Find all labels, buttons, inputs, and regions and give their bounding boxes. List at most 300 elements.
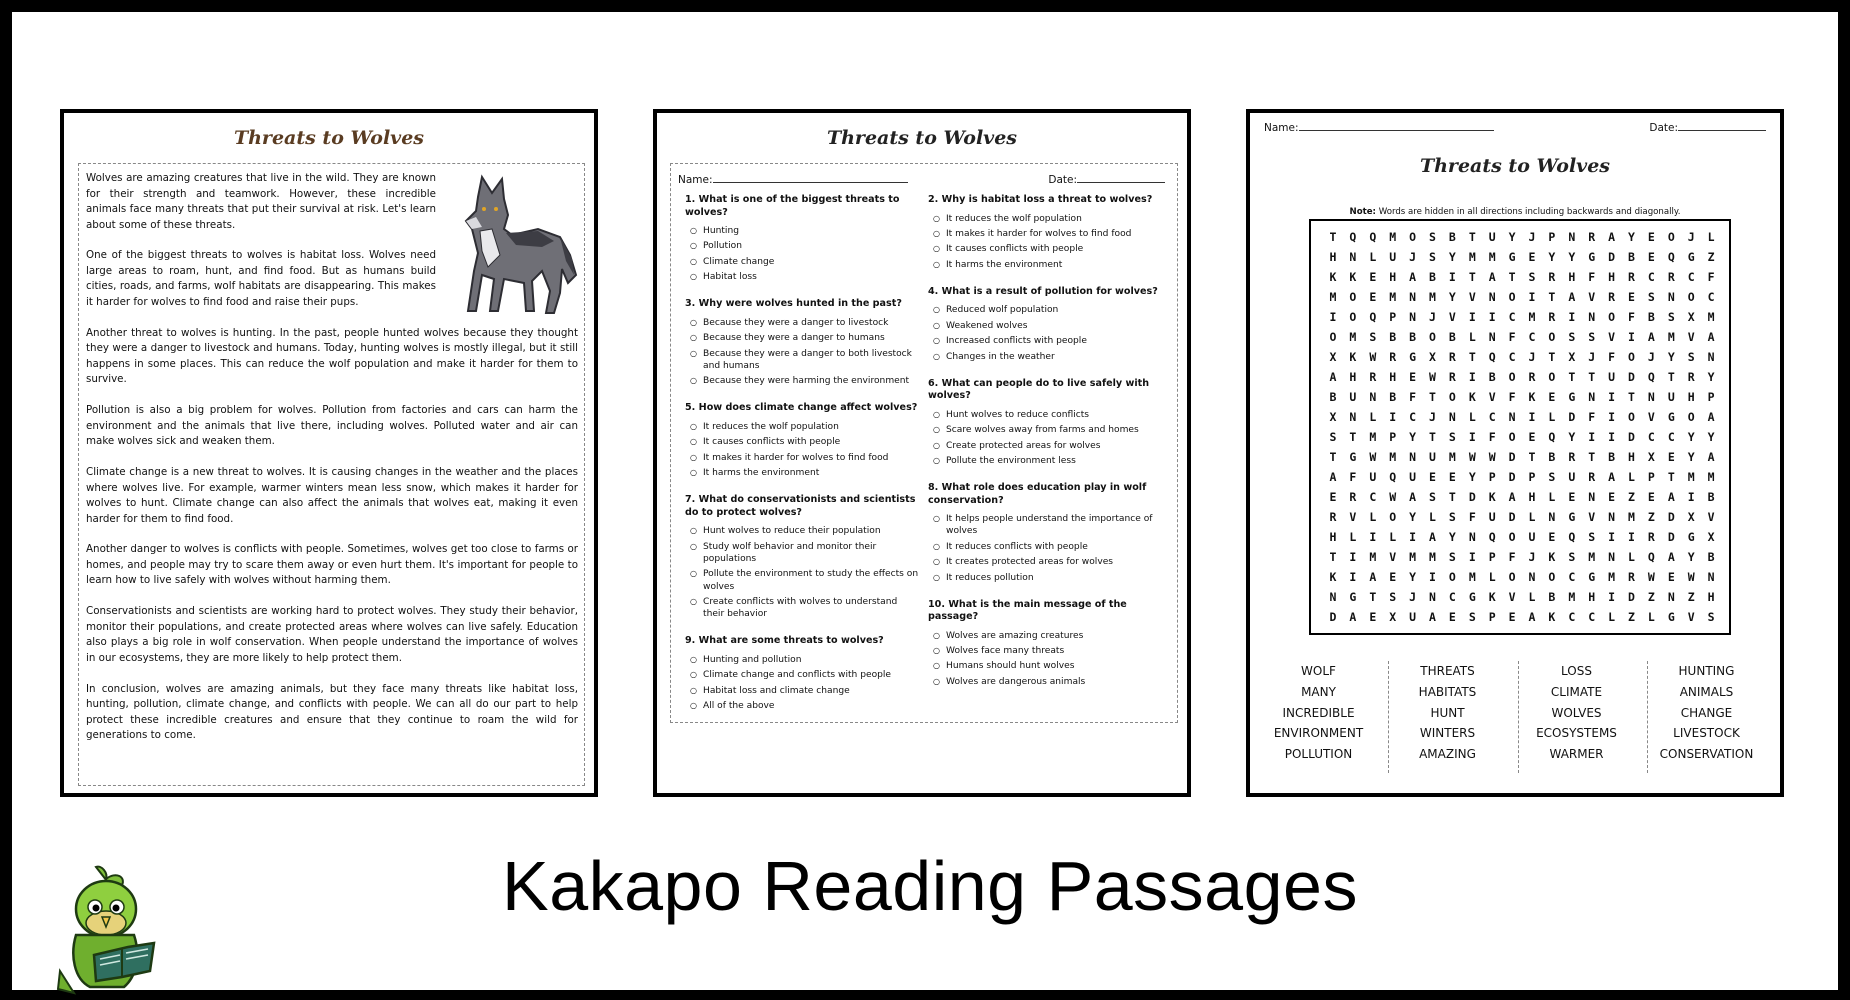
grid-letter[interactable]: J (1429, 410, 1436, 424)
grid-letter[interactable]: B (1628, 250, 1635, 264)
grid-letter[interactable]: N (1528, 570, 1536, 584)
date-field[interactable] (1678, 120, 1766, 131)
grid-letter[interactable]: G (1568, 510, 1576, 524)
grid-letter[interactable]: B (1448, 230, 1456, 244)
grid-letter[interactable]: A (1667, 550, 1675, 564)
grid-letter[interactable]: A (1329, 470, 1337, 484)
grid-letter[interactable]: K (1488, 590, 1496, 604)
grid-letter[interactable]: K (1349, 270, 1357, 284)
grid-letter[interactable]: L (1528, 590, 1536, 604)
grid-letter[interactable]: I (1448, 270, 1456, 284)
grid-letter[interactable]: C (1707, 290, 1715, 304)
grid-letter[interactable]: K (1528, 390, 1536, 404)
grid-letter[interactable]: E (1528, 250, 1536, 264)
grid-letter[interactable]: G (1568, 390, 1576, 404)
grid-letter[interactable]: C (1369, 490, 1377, 504)
grid-letter[interactable]: L (1488, 570, 1496, 584)
grid-letter[interactable]: F (1409, 390, 1417, 404)
grid-letter[interactable]: M (1389, 290, 1397, 304)
grid-letter[interactable]: V (1608, 330, 1616, 344)
answer-option[interactable]: ○ Study wolf behavior and monitor their populations (690, 541, 920, 565)
grid-letter[interactable]: N (1369, 390, 1377, 404)
grid-letter[interactable]: Q (1548, 430, 1556, 444)
grid-letter[interactable]: H (1687, 390, 1695, 404)
grid-letter[interactable]: X (1329, 410, 1337, 424)
grid-letter[interactable]: T (1429, 390, 1436, 404)
grid-letter[interactable]: S (1448, 550, 1456, 564)
grid-letter[interactable]: L (1608, 610, 1616, 624)
answer-option[interactable]: ○ It harms the environment (933, 259, 1163, 271)
grid-letter[interactable]: B (1608, 450, 1616, 464)
grid-letter[interactable]: D (1508, 470, 1516, 484)
grid-letter[interactable]: F (1488, 430, 1496, 444)
grid-letter[interactable]: Y (1409, 570, 1417, 584)
grid-letter[interactable]: J (1647, 350, 1655, 364)
answer-option[interactable]: ○ It harms the environment (690, 467, 920, 479)
grid-letter[interactable]: D (1508, 510, 1516, 524)
grid-letter[interactable]: S (1448, 430, 1456, 444)
answer-option[interactable]: ○ Humans should hunt wolves (933, 660, 1163, 672)
grid-letter[interactable]: T (1468, 350, 1476, 364)
grid-letter[interactable]: K (1488, 490, 1496, 504)
grid-letter[interactable]: P (1389, 430, 1397, 444)
grid-letter[interactable]: Z (1687, 590, 1695, 604)
grid-letter[interactable]: A (1429, 610, 1436, 624)
grid-letter[interactable]: N (1448, 410, 1456, 424)
grid-letter[interactable]: M (1608, 570, 1616, 584)
grid-letter[interactable]: A (1329, 370, 1337, 384)
grid-letter[interactable]: Y (1568, 430, 1576, 444)
grid-letter[interactable]: E (1369, 290, 1377, 304)
grid-letter[interactable]: E (1369, 610, 1377, 624)
grid-letter[interactable]: I (1389, 410, 1397, 424)
grid-letter[interactable]: R (1628, 570, 1635, 584)
grid-letter[interactable]: L (1707, 230, 1715, 244)
grid-letter[interactable]: N (1667, 590, 1675, 604)
grid-letter[interactable]: C (1588, 610, 1596, 624)
grid-letter[interactable]: N (1488, 290, 1496, 304)
grid-letter[interactable]: U (1349, 390, 1357, 404)
answer-option[interactable]: ○ It causes conflicts with people (690, 436, 920, 448)
grid-letter[interactable]: Y (1409, 510, 1417, 524)
grid-letter[interactable]: R (1628, 270, 1635, 284)
answer-option[interactable]: ○ Pollute the environment less (933, 455, 1163, 467)
grid-letter[interactable]: R (1647, 530, 1655, 544)
grid-letter[interactable]: I (1468, 370, 1476, 384)
grid-letter[interactable]: Y (1667, 350, 1675, 364)
grid-letter[interactable]: W (1687, 570, 1695, 584)
grid-letter[interactable]: A (1369, 570, 1377, 584)
grid-letter[interactable]: M (1667, 330, 1675, 344)
grid-letter[interactable]: G (1349, 590, 1357, 604)
grid-letter[interactable]: Y (1548, 250, 1556, 264)
grid-letter[interactable]: J (1409, 590, 1417, 604)
grid-letter[interactable]: R (1568, 450, 1576, 464)
grid-letter[interactable]: A (1707, 410, 1715, 424)
grid-letter[interactable]: R (1548, 270, 1556, 284)
grid-letter[interactable]: O (1687, 290, 1695, 304)
grid-letter[interactable]: M (1568, 590, 1576, 604)
grid-letter[interactable]: P (1707, 390, 1715, 404)
grid-letter[interactable]: N (1588, 310, 1596, 324)
grid-letter[interactable]: M (1528, 310, 1536, 324)
grid-letter[interactable]: A (1508, 490, 1516, 504)
grid-letter[interactable]: O (1329, 330, 1337, 344)
grid-letter[interactable]: E (1647, 490, 1655, 504)
grid-letter[interactable]: S (1448, 510, 1456, 524)
grid-letter[interactable]: O (1429, 330, 1436, 344)
grid-letter[interactable]: X (1647, 450, 1655, 464)
grid-letter[interactable]: M (1409, 550, 1417, 564)
answer-option[interactable]: ○ It makes it harder for wolves to find food (933, 228, 1163, 240)
grid-letter[interactable]: E (1628, 290, 1635, 304)
grid-letter[interactable]: Y (1687, 550, 1695, 564)
grid-letter[interactable]: F (1508, 330, 1516, 344)
grid-letter[interactable]: B (1389, 390, 1397, 404)
grid-letter[interactable]: I (1568, 310, 1576, 324)
grid-letter[interactable]: P (1488, 470, 1496, 484)
grid-letter[interactable]: F (1508, 550, 1516, 564)
grid-letter[interactable]: Q (1349, 230, 1357, 244)
grid-letter[interactable]: S (1687, 350, 1695, 364)
grid-letter[interactable]: L (1548, 410, 1556, 424)
grid-letter[interactable]: K (1548, 610, 1556, 624)
grid-letter[interactable]: Y (1628, 230, 1635, 244)
grid-letter[interactable]: Q (1389, 470, 1397, 484)
grid-letter[interactable]: E (1548, 530, 1556, 544)
grid-letter[interactable]: V (1588, 290, 1596, 304)
grid-letter[interactable]: I (1608, 390, 1616, 404)
grid-letter[interactable]: S (1667, 310, 1675, 324)
answer-option[interactable]: ○ Because they were a danger to humans (690, 332, 920, 344)
grid-letter[interactable]: I (1409, 530, 1417, 544)
grid-letter[interactable]: S (1429, 490, 1436, 504)
grid-letter[interactable]: I (1608, 590, 1616, 604)
answer-option[interactable]: ○ Wolves face many threats (933, 645, 1163, 657)
grid-letter[interactable]: R (1687, 370, 1695, 384)
grid-letter[interactable]: A (1409, 270, 1417, 284)
grid-letter[interactable]: H (1389, 270, 1397, 284)
grid-letter[interactable]: I (1349, 570, 1357, 584)
grid-letter[interactable]: P (1548, 230, 1556, 244)
grid-letter[interactable]: B (1448, 330, 1456, 344)
grid-letter[interactable]: S (1528, 270, 1536, 284)
grid-letter[interactable]: Y (1448, 250, 1456, 264)
grid-letter[interactable]: A (1568, 290, 1576, 304)
grid-letter[interactable]: R (1608, 290, 1616, 304)
grid-letter[interactable]: Y (1568, 250, 1576, 264)
grid-letter[interactable]: V (1389, 550, 1397, 564)
grid-letter[interactable]: C (1568, 610, 1576, 624)
answer-option[interactable]: ○ Hunting (690, 225, 920, 237)
grid-letter[interactable]: R (1389, 350, 1397, 364)
grid-letter[interactable]: B (1707, 490, 1715, 504)
grid-letter[interactable]: W (1369, 450, 1377, 464)
grid-letter[interactable]: A (1349, 610, 1357, 624)
grid-letter[interactable]: B (1429, 270, 1436, 284)
grid-letter[interactable]: I (1588, 430, 1596, 444)
grid-letter[interactable]: V (1687, 610, 1695, 624)
grid-letter[interactable]: T (1508, 270, 1516, 284)
grid-letter[interactable]: M (1687, 470, 1695, 484)
grid-letter[interactable]: S (1548, 470, 1556, 484)
grid-letter[interactable]: P (1647, 470, 1655, 484)
grid-letter[interactable]: K (1349, 350, 1357, 364)
grid-letter[interactable]: A (1608, 230, 1616, 244)
answer-option[interactable]: ○ Hunting and pollution (690, 654, 920, 666)
grid-letter[interactable]: M (1369, 550, 1377, 564)
grid-letter[interactable]: E (1429, 470, 1436, 484)
grid-letter[interactable]: R (1448, 350, 1456, 364)
grid-letter[interactable]: W (1389, 490, 1397, 504)
grid-letter[interactable]: E (1409, 370, 1417, 384)
grid-letter[interactable]: L (1369, 410, 1377, 424)
grid-letter[interactable]: Q (1488, 530, 1496, 544)
grid-letter[interactable]: W (1488, 450, 1496, 464)
grid-letter[interactable]: Q (1369, 310, 1377, 324)
grid-letter[interactable]: Q (1667, 250, 1675, 264)
grid-letter[interactable]: N (1608, 550, 1616, 564)
grid-letter[interactable]: I (1528, 290, 1536, 304)
grid-letter[interactable]: X (1687, 510, 1695, 524)
grid-letter[interactable]: G (1409, 350, 1417, 364)
grid-letter[interactable]: S (1707, 610, 1715, 624)
grid-letter[interactable]: I (1628, 530, 1635, 544)
grid-letter[interactable]: U (1488, 510, 1496, 524)
grid-letter[interactable]: M (1429, 550, 1436, 564)
grid-letter[interactable]: I (1528, 410, 1536, 424)
grid-letter[interactable]: M (1707, 470, 1715, 484)
grid-letter[interactable]: W (1369, 350, 1377, 364)
grid-letter[interactable]: Z (1628, 490, 1635, 504)
grid-letter[interactable]: M (1588, 550, 1596, 564)
grid-letter[interactable]: F (1468, 510, 1476, 524)
grid-letter[interactable]: H (1329, 250, 1337, 264)
grid-letter[interactable]: V (1468, 290, 1476, 304)
grid-letter[interactable]: U (1389, 250, 1397, 264)
grid-letter[interactable]: N (1608, 510, 1616, 524)
grid-letter[interactable]: D (1329, 610, 1337, 624)
grid-letter[interactable]: L (1369, 250, 1377, 264)
grid-letter[interactable]: O (1548, 330, 1556, 344)
grid-letter[interactable]: C (1687, 270, 1695, 284)
grid-letter[interactable]: N (1349, 410, 1357, 424)
grid-letter[interactable]: N (1429, 590, 1436, 604)
grid-letter[interactable]: V (1588, 510, 1596, 524)
grid-letter[interactable]: K (1329, 270, 1337, 284)
grid-letter[interactable]: Q (1488, 350, 1496, 364)
grid-letter[interactable]: L (1389, 530, 1397, 544)
grid-letter[interactable]: Y (1707, 430, 1715, 444)
grid-letter[interactable]: Z (1628, 610, 1635, 624)
grid-letter[interactable]: E (1389, 570, 1397, 584)
grid-letter[interactable]: V (1448, 310, 1456, 324)
grid-letter[interactable]: O (1508, 570, 1516, 584)
grid-letter[interactable]: B (1707, 550, 1715, 564)
grid-letter[interactable]: U (1369, 470, 1377, 484)
grid-letter[interactable]: I (1488, 310, 1496, 324)
grid-letter[interactable]: D (1667, 510, 1675, 524)
grid-letter[interactable]: O (1667, 230, 1675, 244)
grid-letter[interactable]: N (1409, 450, 1417, 464)
grid-letter[interactable]: M (1448, 450, 1456, 464)
grid-letter[interactable]: R (1349, 490, 1357, 504)
grid-letter[interactable]: H (1528, 490, 1536, 504)
grid-letter[interactable]: M (1488, 250, 1496, 264)
grid-letter[interactable]: T (1369, 590, 1377, 604)
grid-letter[interactable]: N (1588, 490, 1596, 504)
grid-letter[interactable]: C (1409, 410, 1417, 424)
grid-letter[interactable]: T (1628, 390, 1635, 404)
grid-letter[interactable]: F (1588, 410, 1596, 424)
grid-letter[interactable]: I (1628, 330, 1635, 344)
grid-letter[interactable]: U (1429, 450, 1436, 464)
grid-letter[interactable]: N (1349, 250, 1357, 264)
grid-letter[interactable]: A (1409, 490, 1417, 504)
grid-letter[interactable]: W (1468, 450, 1476, 464)
answer-option[interactable]: ○ It creates protected areas for wolves (933, 556, 1163, 568)
grid-letter[interactable]: O (1548, 370, 1556, 384)
grid-letter[interactable]: U (1667, 390, 1675, 404)
grid-letter[interactable]: X (1687, 310, 1695, 324)
answer-option[interactable]: ○ It causes conflicts with people (933, 243, 1163, 255)
grid-letter[interactable]: Y (1707, 370, 1715, 384)
grid-letter[interactable]: M (1369, 430, 1377, 444)
grid-letter[interactable]: E (1329, 490, 1337, 504)
grid-letter[interactable]: P (1389, 310, 1397, 324)
grid-letter[interactable]: T (1588, 450, 1596, 464)
grid-letter[interactable]: G (1349, 450, 1357, 464)
grid-letter[interactable]: H (1628, 450, 1635, 464)
grid-letter[interactable]: W (1429, 370, 1436, 384)
grid-letter[interactable]: S (1568, 330, 1576, 344)
grid-letter[interactable]: I (1687, 490, 1695, 504)
grid-letter[interactable]: S (1588, 330, 1596, 344)
grid-letter[interactable]: H (1349, 370, 1357, 384)
grid-letter[interactable]: S (1329, 430, 1337, 444)
grid-letter[interactable]: I (1608, 410, 1616, 424)
grid-letter[interactable]: O (1687, 410, 1695, 424)
grid-letter[interactable]: R (1329, 510, 1337, 524)
grid-letter[interactable]: S (1568, 550, 1576, 564)
grid-letter[interactable]: E (1548, 390, 1556, 404)
grid-letter[interactable]: V (1488, 390, 1496, 404)
grid-letter[interactable]: D (1508, 450, 1516, 464)
answer-option[interactable]: ○ Habitat loss and climate change (690, 685, 920, 697)
grid-letter[interactable]: D (1608, 250, 1616, 264)
grid-letter[interactable]: F (1588, 270, 1596, 284)
answer-option[interactable]: ○ Wolves are dangerous animals (933, 676, 1163, 688)
grid-letter[interactable]: S (1429, 250, 1436, 264)
grid-letter[interactable]: I (1608, 530, 1616, 544)
grid-letter[interactable]: K (1329, 570, 1337, 584)
grid-letter[interactable]: U (1409, 610, 1417, 624)
answer-option[interactable]: ○ Hunt wolves to reduce conflicts (933, 409, 1163, 421)
grid-letter[interactable]: N (1548, 510, 1556, 524)
grid-letter[interactable]: Y (1687, 450, 1695, 464)
grid-letter[interactable]: U (1528, 530, 1536, 544)
grid-letter[interactable]: L (1468, 410, 1476, 424)
grid-letter[interactable]: L (1468, 330, 1476, 344)
grid-letter[interactable]: C (1448, 590, 1456, 604)
grid-letter[interactable]: Z (1647, 510, 1655, 524)
grid-letter[interactable]: P (1488, 550, 1496, 564)
answer-option[interactable]: ○ Reduced wolf population (933, 304, 1163, 316)
grid-letter[interactable]: Q (1647, 550, 1655, 564)
answer-option[interactable]: ○ It makes it harder for wolves to find food (690, 452, 920, 464)
grid-letter[interactable]: X (1429, 350, 1436, 364)
grid-letter[interactable]: Y (1409, 430, 1417, 444)
grid-letter[interactable]: D (1628, 590, 1635, 604)
grid-letter[interactable]: V (1687, 330, 1695, 344)
grid-letter[interactable]: M (1468, 250, 1476, 264)
grid-letter[interactable]: Q (1568, 530, 1576, 544)
grid-letter[interactable]: J (1528, 350, 1536, 364)
grid-letter[interactable]: U (1488, 230, 1496, 244)
grid-letter[interactable]: U (1409, 470, 1417, 484)
grid-letter[interactable]: J (1528, 230, 1536, 244)
grid-letter[interactable]: L (1528, 510, 1536, 524)
answer-option[interactable]: ○ Habitat loss (690, 271, 920, 283)
grid-letter[interactable]: O (1409, 230, 1417, 244)
grid-letter[interactable]: E (1608, 490, 1616, 504)
grid-letter[interactable]: J (1528, 550, 1536, 564)
grid-letter[interactable]: L (1628, 470, 1635, 484)
answer-option[interactable]: ○ It reduces conflicts with people (933, 541, 1163, 553)
answer-option[interactable]: ○ Pollute the environment to study the effects on wolves (690, 568, 920, 592)
grid-letter[interactable]: T (1548, 290, 1556, 304)
grid-letter[interactable]: C (1647, 270, 1655, 284)
grid-letter[interactable]: G (1468, 590, 1476, 604)
grid-letter[interactable]: T (1667, 370, 1675, 384)
grid-letter[interactable]: S (1429, 230, 1436, 244)
grid-letter[interactable]: S (1468, 610, 1476, 624)
grid-letter[interactable]: T (1329, 550, 1337, 564)
grid-letter[interactable]: Y (1448, 290, 1456, 304)
grid-letter[interactable]: N (1707, 570, 1715, 584)
answer-option[interactable]: ○ It helps people understand the importance of wolves (933, 513, 1163, 537)
grid-letter[interactable]: E (1508, 610, 1516, 624)
grid-letter[interactable]: R (1667, 270, 1675, 284)
grid-letter[interactable]: I (1429, 570, 1436, 584)
grid-letter[interactable]: V (1508, 590, 1516, 604)
grid-letter[interactable]: J (1409, 250, 1417, 264)
grid-letter[interactable]: E (1448, 470, 1456, 484)
grid-letter[interactable]: T (1468, 230, 1476, 244)
grid-letter[interactable]: K (1468, 390, 1476, 404)
grid-letter[interactable]: M (1628, 510, 1635, 524)
grid-letter[interactable]: R (1548, 310, 1556, 324)
grid-letter[interactable]: A (1707, 450, 1715, 464)
grid-letter[interactable]: N (1488, 330, 1496, 344)
grid-letter[interactable]: S (1588, 530, 1596, 544)
grid-letter[interactable]: V (1647, 410, 1655, 424)
grid-letter[interactable]: B (1409, 330, 1417, 344)
grid-letter[interactable]: R (1528, 370, 1536, 384)
grid-letter[interactable]: R (1369, 370, 1377, 384)
grid-letter[interactable]: O (1628, 410, 1635, 424)
grid-letter[interactable]: P (1488, 610, 1496, 624)
grid-letter[interactable]: D (1628, 370, 1635, 384)
answer-option[interactable]: ○ It reduces the wolf population (933, 213, 1163, 225)
grid-letter[interactable]: J (1429, 310, 1436, 324)
grid-letter[interactable]: K (1548, 550, 1556, 564)
grid-letter[interactable]: J (1588, 350, 1596, 364)
grid-letter[interactable]: T (1468, 270, 1476, 284)
grid-letter[interactable]: O (1389, 510, 1397, 524)
name-field[interactable] (713, 172, 908, 183)
grid-letter[interactable]: U (1568, 470, 1576, 484)
